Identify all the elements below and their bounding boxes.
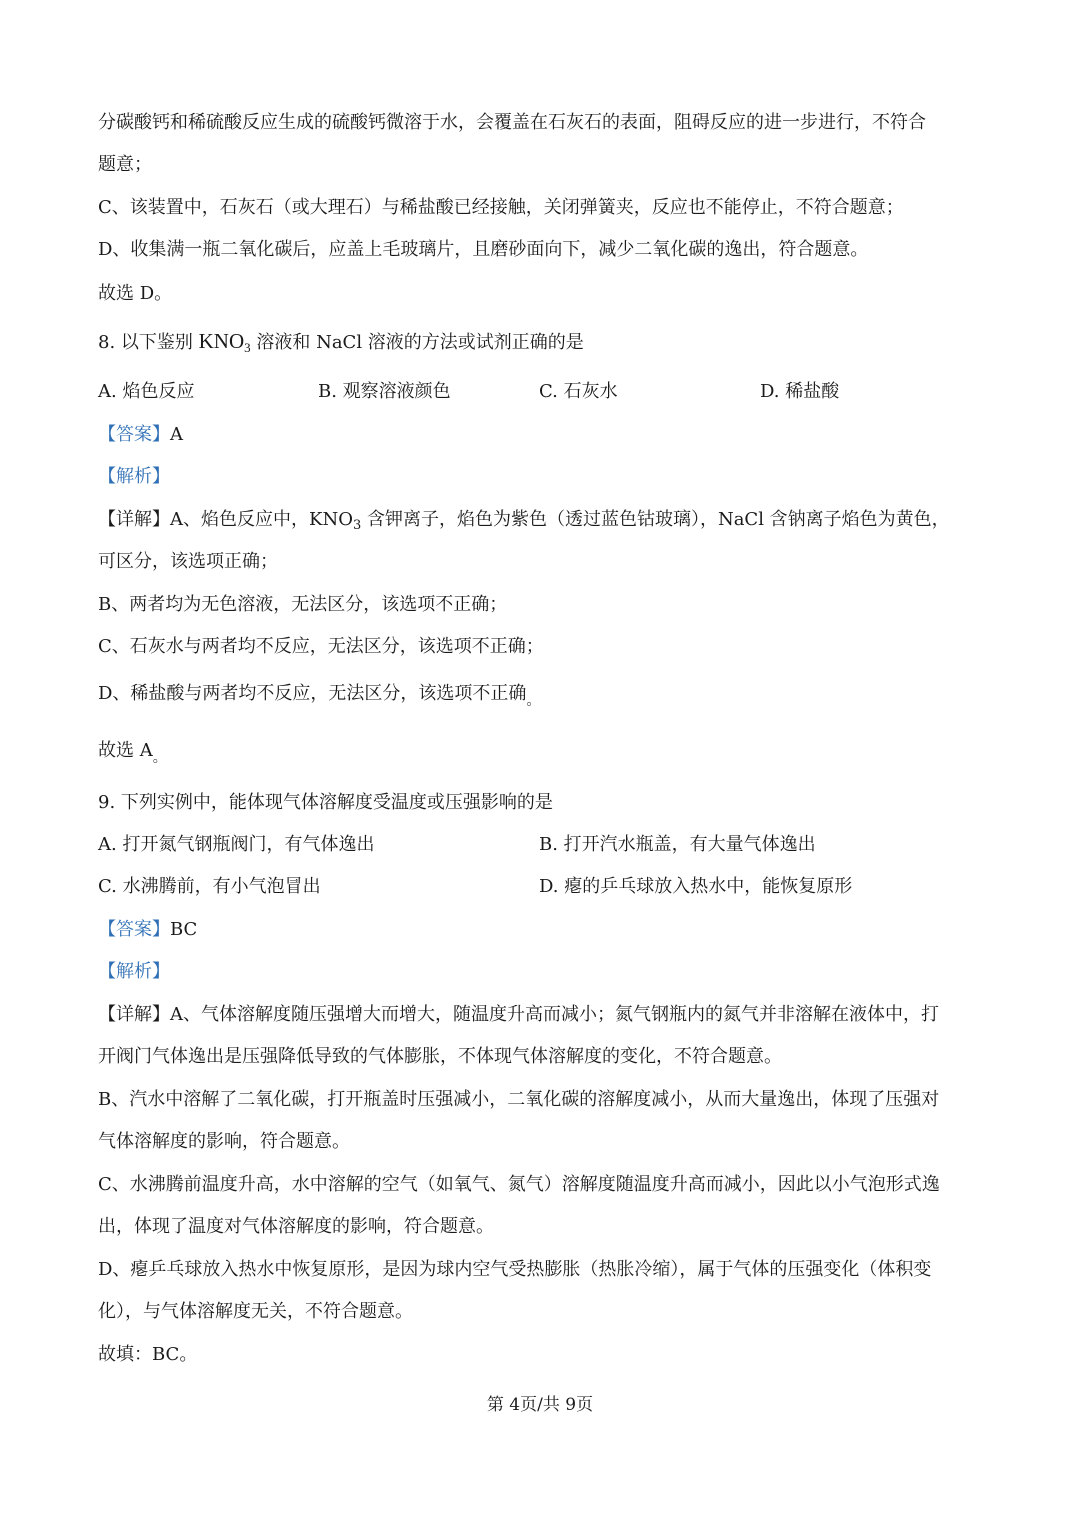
option-d: D. 瘪的乒乓球放入热水中，能恢复原形 <box>539 876 853 897</box>
page-number: 第 4页/共 9页 <box>486 1395 594 1415</box>
question-9-stem: 9. 下列实例中，能体现气体溶解度受温度或压强影响的是 <box>98 792 553 813</box>
formula-subscript: 3 <box>352 518 362 533</box>
conclusion-text: 故选 A <box>98 740 153 761</box>
analysis-tag: 【解析】 <box>98 961 170 982</box>
answer-line <box>98 917 197 943</box>
answer-tag: 【答案】 <box>98 919 170 940</box>
answer-line <box>98 422 183 448</box>
period-mark: 。 <box>526 693 541 709</box>
detail-line: 化），与气体溶解度无关，不符合题意。 <box>98 1301 413 1322</box>
answer-value: A <box>170 424 183 445</box>
answer-tag: 【答案】 <box>98 424 170 445</box>
detail-text: D、稀盐酸与两者均不反应，无法区分，该选项不正确 <box>98 683 527 704</box>
text-line: 故选 D。 <box>98 283 173 304</box>
detail-line: 可区分，该选项正确； <box>98 551 278 572</box>
question-8-prefix: 8. 以下鉴别 <box>98 332 199 353</box>
analysis-tag: 【解析】 <box>98 466 170 487</box>
option-b: B. 打开汽水瓶盖，有大量气体逸出 <box>539 834 816 855</box>
option-d: D. 稀盐酸 <box>760 381 840 402</box>
detail-line <box>98 507 950 539</box>
detail-tag: 【详解】 <box>98 1004 170 1025</box>
text-line: D、收集满一瓶二氧化碳后，应盖上毛玻璃片，且磨砂面向下，减少二氧化碳的逸出，符合题意。 <box>98 239 869 260</box>
detail-line: B、两者均为无色溶液，无法区分，该选项不正确； <box>98 594 508 615</box>
detail-line: 出，体现了温度对气体溶解度的影响，符合题意。 <box>98 1216 494 1237</box>
detail-line: B、汽水中溶解了二氧化碳，打开瓶盖时压强减小，二氧化碳的溶解度减小，从而大量逸出，体现了压强对 <box>98 1089 940 1110</box>
option-a: A. 焰色反应 <box>98 381 195 402</box>
detail-line: C、石灰水与两者均不反应，无法区分，该选项不正确； <box>98 636 544 657</box>
question-8-suffix: 溶液和 NaCl 溶液的方法或试剂正确的是 <box>250 332 584 353</box>
detail-line <box>98 1002 939 1028</box>
answer-value: BC <box>170 919 198 940</box>
option-c: C. 石灰水 <box>539 381 618 402</box>
text-line: C、该装置中，石灰石（或大理石）与稀盐酸已经接触，关闭弹簧夹，反应也不能停止，不符合题意； <box>98 197 904 218</box>
detail-text: 含钾离子，焰色为紫色（透过蓝色钴玻璃），NaCl 含钠离子焰色为黄色， <box>361 509 950 530</box>
detail-line: D、瘪乒乓球放入热水中恢复原形，是因为球内空气受热膨胀（热胀冷缩），属于气体的压强变化（体积变 <box>98 1259 932 1280</box>
analysis-heading <box>98 464 170 490</box>
formula-subscript: 3 <box>244 340 251 355</box>
formula-kno3: KNO <box>198 329 245 353</box>
text-line: 分碳酸钙和稀硫酸反应生成的硫酸钙微溶于水，会覆盖在石灰石的表面，阻碍反应的进一步进行，不符合 <box>98 112 926 133</box>
detail-line: 开阀门气体逸出是压强降低导致的气体膨胀，不体现气体溶解度的变化，不符合题意。 <box>98 1046 782 1067</box>
analysis-heading <box>98 959 170 985</box>
option-c: C. 水沸腾前，有小气泡冒出 <box>98 876 321 897</box>
conclusion-line <box>98 738 167 771</box>
detail-line: C、水沸腾前温度升高，水中溶解的空气（如氧气、氮气）溶解度随温度升高而减小，因此以小气泡形式逸 <box>98 1174 940 1195</box>
detail-text: A、焰色反应中，KNO <box>170 509 353 530</box>
text-line: 题意； <box>98 154 152 175</box>
detail-text: A、气体溶解度随压强增大而增大，随温度升高而减小；氮气钢瓶内的氮气并非溶解在液体中，打 <box>170 1004 939 1025</box>
option-b: B. 观察溶液颜色 <box>318 381 451 402</box>
detail-line: 气体溶解度的影响，符合题意。 <box>98 1131 350 1152</box>
option-a: A. 打开氮气钢瓶阀门，有气体逸出 <box>98 834 375 855</box>
detail-tag: 【详解】 <box>98 509 170 530</box>
detail-line <box>98 681 540 714</box>
conclusion-line: 故填：BC。 <box>98 1344 198 1365</box>
period-mark: 。 <box>152 750 167 766</box>
question-8-stem <box>98 328 584 361</box>
